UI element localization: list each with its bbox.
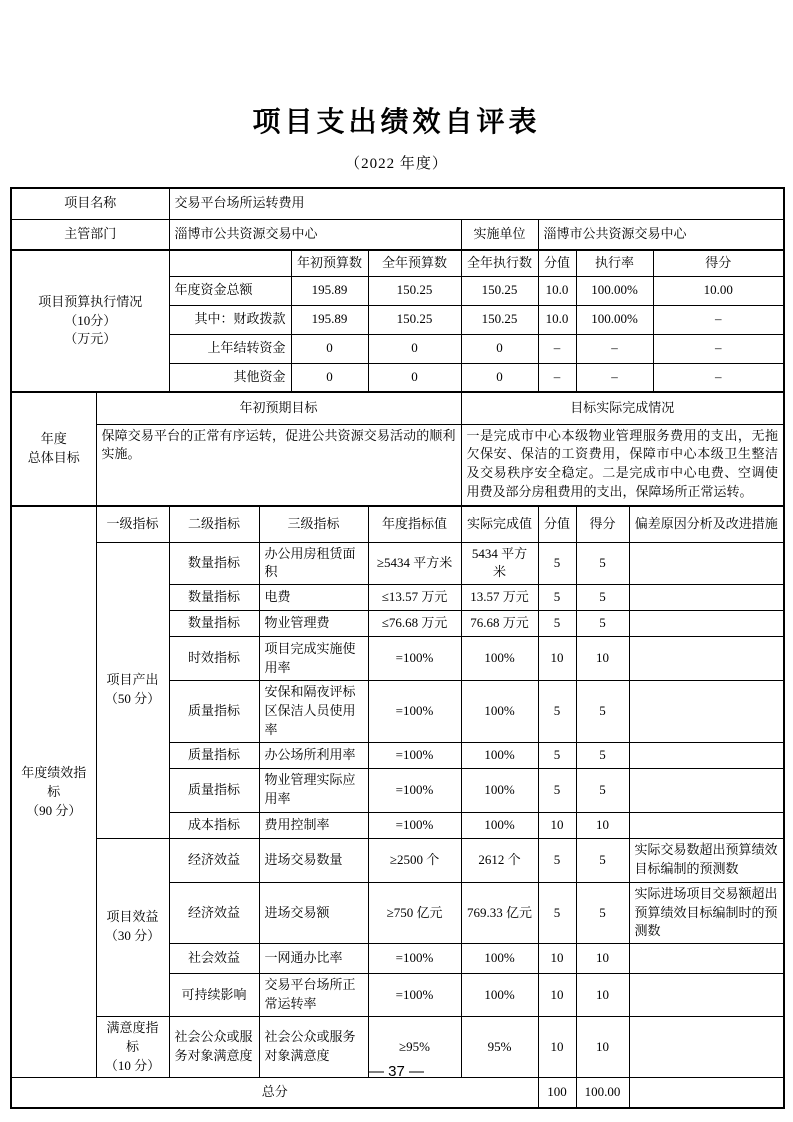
indicator-got-cell: 10 [576, 974, 629, 1017]
budget-cell: 150.25 [368, 305, 461, 334]
indicator-deviation-cell [629, 742, 784, 768]
goal-actual-header-cell: 目标实际完成情况 [461, 392, 784, 424]
indicator-level2-cell: 社会公众或服务对象满意度 [169, 1016, 259, 1078]
indicator-row [11, 838, 784, 882]
indicator-actual-cell: 95% [461, 1016, 538, 1078]
indicator-group-output-cell [96, 542, 169, 838]
indicator-got-cell: 5 [576, 768, 629, 812]
budget-cell: 0 [368, 334, 461, 363]
indicator-row [11, 542, 784, 585]
indicator-actual-cell: 100% [461, 637, 538, 681]
budget-cell: 195.89 [291, 276, 368, 305]
group-name-line1: 项目效益 [106, 909, 159, 925]
indicator-col-header-level2: 二级指标 [169, 506, 259, 542]
indicator-deviation-cell [629, 944, 784, 974]
budget-section-label-cell [11, 250, 169, 392]
budget-row-label: 其他资金 [169, 363, 291, 392]
indicator-target-cell: ≥95% [368, 1016, 461, 1078]
group-name-line1: 项目产出 [106, 672, 159, 688]
indicator-target-cell: ≥750 亿元 [368, 882, 461, 944]
indicator-actual-cell: 5434 平方米 [461, 542, 538, 585]
indicator-target-cell: =100% [368, 681, 461, 743]
budget-col-header-fullyear: 全年预算数 [368, 250, 461, 276]
indicator-level3-cell: 交易平台场所正常运转率 [259, 974, 368, 1017]
goal-expected-header-cell: 年初预期目标 [96, 392, 461, 424]
budget-cell: 0 [291, 334, 368, 363]
budget-cell: 10.00 [653, 276, 784, 305]
budget-row-label: 年度资金总额 [169, 276, 291, 305]
budget-section-label-line1: 项目预算执行情况 [38, 293, 143, 309]
indicator-level3-cell: 物业管理实际应用率 [259, 768, 368, 812]
budget-row-label: 上年结转资金 [169, 334, 291, 363]
indicator-deviation-cell [629, 637, 784, 681]
indicator-level2-cell: 社会效益 [169, 944, 259, 974]
indicator-level2-cell: 可持续影响 [169, 974, 259, 1017]
indicator-level3-cell: 物业管理费 [259, 611, 368, 637]
group-name-line2: （30 分） [104, 928, 161, 944]
budget-col-header-executed: 全年执行数 [461, 250, 538, 276]
indicator-score-cell: 5 [538, 768, 576, 812]
indicator-got-cell: 10 [576, 812, 629, 838]
indicator-score-cell: 5 [538, 611, 576, 637]
group-name-line2: （10 分） [104, 1057, 161, 1073]
indicator-col-header-level1: 一级指标 [96, 506, 169, 542]
indicator-level2-cell: 数量指标 [169, 585, 259, 611]
budget-cell: 100.00% [576, 305, 653, 334]
indicator-level3-cell: 安保和隔夜评标区保洁人员使用率 [259, 681, 368, 743]
indicator-score-cell: 5 [538, 585, 576, 611]
indicator-target-cell: ≥5434 平方米 [368, 542, 461, 585]
budget-cell: 0 [368, 363, 461, 392]
indicator-deviation-cell [629, 812, 784, 838]
indicator-header-row [11, 506, 784, 542]
total-score-cell: 100 [538, 1078, 576, 1108]
budget-cell: 0 [461, 363, 538, 392]
total-row [11, 1078, 784, 1108]
indicator-score-cell: 5 [538, 742, 576, 768]
indicator-col-header-target: 年度指标值 [368, 506, 461, 542]
indicator-got-cell: 5 [576, 542, 629, 585]
goal-actual-text-cell: 一是完成市中心本级物业管理服务费用的支出，无拖欠保安、保洁的工资费用，保障市中心本级卫生整洁及交易秩序安全稳定。二是完成市中心电费、空调使用费及部分房租费用的支出，保障场所正常运转。 [461, 424, 784, 506]
indicator-actual-cell: 100% [461, 681, 538, 743]
indicator-level3-cell: 社会公众或服务对象满意度 [259, 1016, 368, 1078]
indicator-score-cell: 5 [538, 681, 576, 743]
page-subtitle: （2022 年度） [345, 156, 448, 172]
budget-row-label: 其中：财政拨款 [169, 305, 291, 334]
indicator-level2-cell: 数量指标 [169, 611, 259, 637]
budget-col-header-score: 分值 [538, 250, 576, 276]
indicator-actual-cell: 100% [461, 742, 538, 768]
indicator-score-cell: 10 [538, 944, 576, 974]
indicator-level3-cell: 办公场所利用率 [259, 742, 368, 768]
indicator-score-cell: 10 [538, 974, 576, 1017]
indicator-deviation-cell: 实际交易数超出预算绩效目标编制的预测数 [629, 838, 784, 882]
indicator-deviation-cell [629, 974, 784, 1017]
indicator-got-cell: 10 [576, 637, 629, 681]
total-deviation-cell [629, 1078, 784, 1108]
indicator-target-cell: =100% [368, 974, 461, 1017]
indicator-actual-cell: 100% [461, 812, 538, 838]
budget-cell: 0 [461, 334, 538, 363]
budget-col-header-rate: 执行率 [576, 250, 653, 276]
indicator-level2-cell: 经济效益 [169, 882, 259, 944]
indicator-level3-cell: 进场交易数量 [259, 838, 368, 882]
indicator-section-label-line1: 年度绩效指标 [21, 764, 87, 799]
indicator-got-cell: 5 [576, 838, 629, 882]
indicator-level2-cell: 经济效益 [169, 838, 259, 882]
total-got-cell: 100.00 [576, 1078, 629, 1108]
budget-header-row [11, 250, 784, 276]
goal-expected-text-cell: 保障交易平台的正常有序运转，促进公共资源交易活动的顺利实施。 [96, 424, 461, 506]
indicator-level3-cell: 办公用房租赁面积 [259, 542, 368, 585]
indicator-actual-cell: 769.33 亿元 [461, 882, 538, 944]
goal-label-line1: 年度 [40, 431, 67, 447]
indicator-actual-cell: 2612 个 [461, 838, 538, 882]
budget-cell: – [538, 363, 576, 392]
indicator-level3-cell: 进场交易额 [259, 882, 368, 944]
budget-col-header-initial: 年初预算数 [291, 250, 368, 276]
budget-cell: – [538, 334, 576, 363]
budget-cell: 150.25 [461, 276, 538, 305]
indicator-section-label-cell [11, 506, 96, 1078]
indicator-group-benefit-cell [96, 838, 169, 1016]
indicator-col-header-level3: 三级指标 [259, 506, 368, 542]
indicator-score-cell: 10 [538, 637, 576, 681]
indicator-score-cell: 5 [538, 542, 576, 585]
page-title: 项目支出绩效自评表 [252, 107, 541, 138]
indicator-deviation-cell [629, 542, 784, 585]
budget-section-label-line3: （万元） [64, 331, 117, 347]
page-number: — 37 — [368, 1063, 425, 1080]
group-name-line1: 满意度指标 [106, 1019, 159, 1054]
budget-cell: 195.89 [291, 305, 368, 334]
department-row [11, 219, 784, 250]
department-value-cell: 淄博市公共资源交易中心 [169, 219, 461, 250]
indicator-score-cell: 10 [538, 1016, 576, 1078]
indicator-got-cell: 5 [576, 611, 629, 637]
indicator-target-cell: ≤13.57 万元 [368, 585, 461, 611]
indicator-got-cell: 5 [576, 585, 629, 611]
indicator-level2-cell: 时效指标 [169, 637, 259, 681]
indicator-deviation-cell [629, 768, 784, 812]
group-name-line2: （50 分） [104, 691, 161, 707]
budget-cell: – [576, 363, 653, 392]
indicator-got-cell: 5 [576, 742, 629, 768]
indicator-score-cell: 10 [538, 812, 576, 838]
indicator-actual-cell: 100% [461, 944, 538, 974]
indicator-target-cell: ≤76.68 万元 [368, 611, 461, 637]
indicator-got-cell: 10 [576, 1016, 629, 1078]
indicator-deviation-cell [629, 611, 784, 637]
indicator-deviation-cell: 实际进场项目交易额超出预算绩效目标编制时的预测数 [629, 882, 784, 944]
goal-header-row [11, 392, 784, 424]
indicator-level3-cell: 费用控制率 [259, 812, 368, 838]
budget-cell: 100.00% [576, 276, 653, 305]
indicator-level2-cell: 质量指标 [169, 681, 259, 743]
indicator-level2-cell: 数量指标 [169, 542, 259, 585]
indicator-level3-cell: 项目完成实施使用率 [259, 637, 368, 681]
budget-blank-header-cell [169, 250, 291, 276]
project-name-row [11, 188, 784, 219]
indicator-actual-cell: 100% [461, 768, 538, 812]
indicator-col-header-got: 得分 [576, 506, 629, 542]
indicator-deviation-cell [629, 681, 784, 743]
indicator-level3-cell: 电费 [259, 585, 368, 611]
indicator-section-label-line2: （90 分） [26, 802, 82, 818]
budget-cell: 150.25 [461, 305, 538, 334]
department-label-cell: 主管部门 [11, 219, 169, 250]
indicator-score-cell: 5 [538, 882, 576, 944]
indicator-col-header-deviation: 偏差原因分析及改进措施 [629, 506, 784, 542]
indicator-level2-cell: 质量指标 [169, 742, 259, 768]
budget-cell: 0 [291, 363, 368, 392]
indicator-target-cell: =100% [368, 768, 461, 812]
indicator-got-cell: 10 [576, 944, 629, 974]
goal-content-row [11, 424, 784, 506]
implement-unit-label-cell: 实施单位 [461, 219, 538, 250]
indicator-col-header-actual: 实际完成值 [461, 506, 538, 542]
project-name-label-cell: 项目名称 [11, 188, 169, 219]
indicator-col-header-score: 分值 [538, 506, 576, 542]
budget-cell: 10.0 [538, 305, 576, 334]
indicator-target-cell: =100% [368, 742, 461, 768]
indicator-target-cell: =100% [368, 944, 461, 974]
indicator-target-cell: =100% [368, 812, 461, 838]
budget-col-header-got: 得分 [653, 250, 784, 276]
budget-cell: – [653, 363, 784, 392]
project-name-value-cell: 交易平台场所运转费用 [169, 188, 784, 219]
indicator-target-cell: ≥2500 个 [368, 838, 461, 882]
self-evaluation-table [10, 187, 785, 1109]
indicator-level2-cell: 成本指标 [169, 812, 259, 838]
indicator-deviation-cell [629, 585, 784, 611]
budget-cell: – [653, 305, 784, 334]
goal-label-line2: 总体目标 [27, 450, 80, 465]
indicator-got-cell: 5 [576, 882, 629, 944]
indicator-actual-cell: 100% [461, 974, 538, 1017]
budget-cell: 150.25 [368, 276, 461, 305]
indicator-got-cell: 5 [576, 681, 629, 743]
indicator-target-cell: =100% [368, 637, 461, 681]
total-label-cell: 总分 [11, 1078, 538, 1108]
implement-unit-value-cell: 淄博市公共资源交易中心 [538, 219, 784, 250]
indicator-actual-cell: 76.68 万元 [461, 611, 538, 637]
indicator-actual-cell: 13.57 万元 [461, 585, 538, 611]
budget-cell: 10.0 [538, 276, 576, 305]
goal-section-label-cell [11, 392, 96, 506]
indicator-score-cell: 5 [538, 838, 576, 882]
indicator-level2-cell: 质量指标 [169, 768, 259, 812]
budget-cell: – [576, 334, 653, 363]
indicator-level3-cell: 一网通办比率 [259, 944, 368, 974]
budget-cell: – [653, 334, 784, 363]
budget-section-label-line2: （10分） [64, 312, 117, 328]
